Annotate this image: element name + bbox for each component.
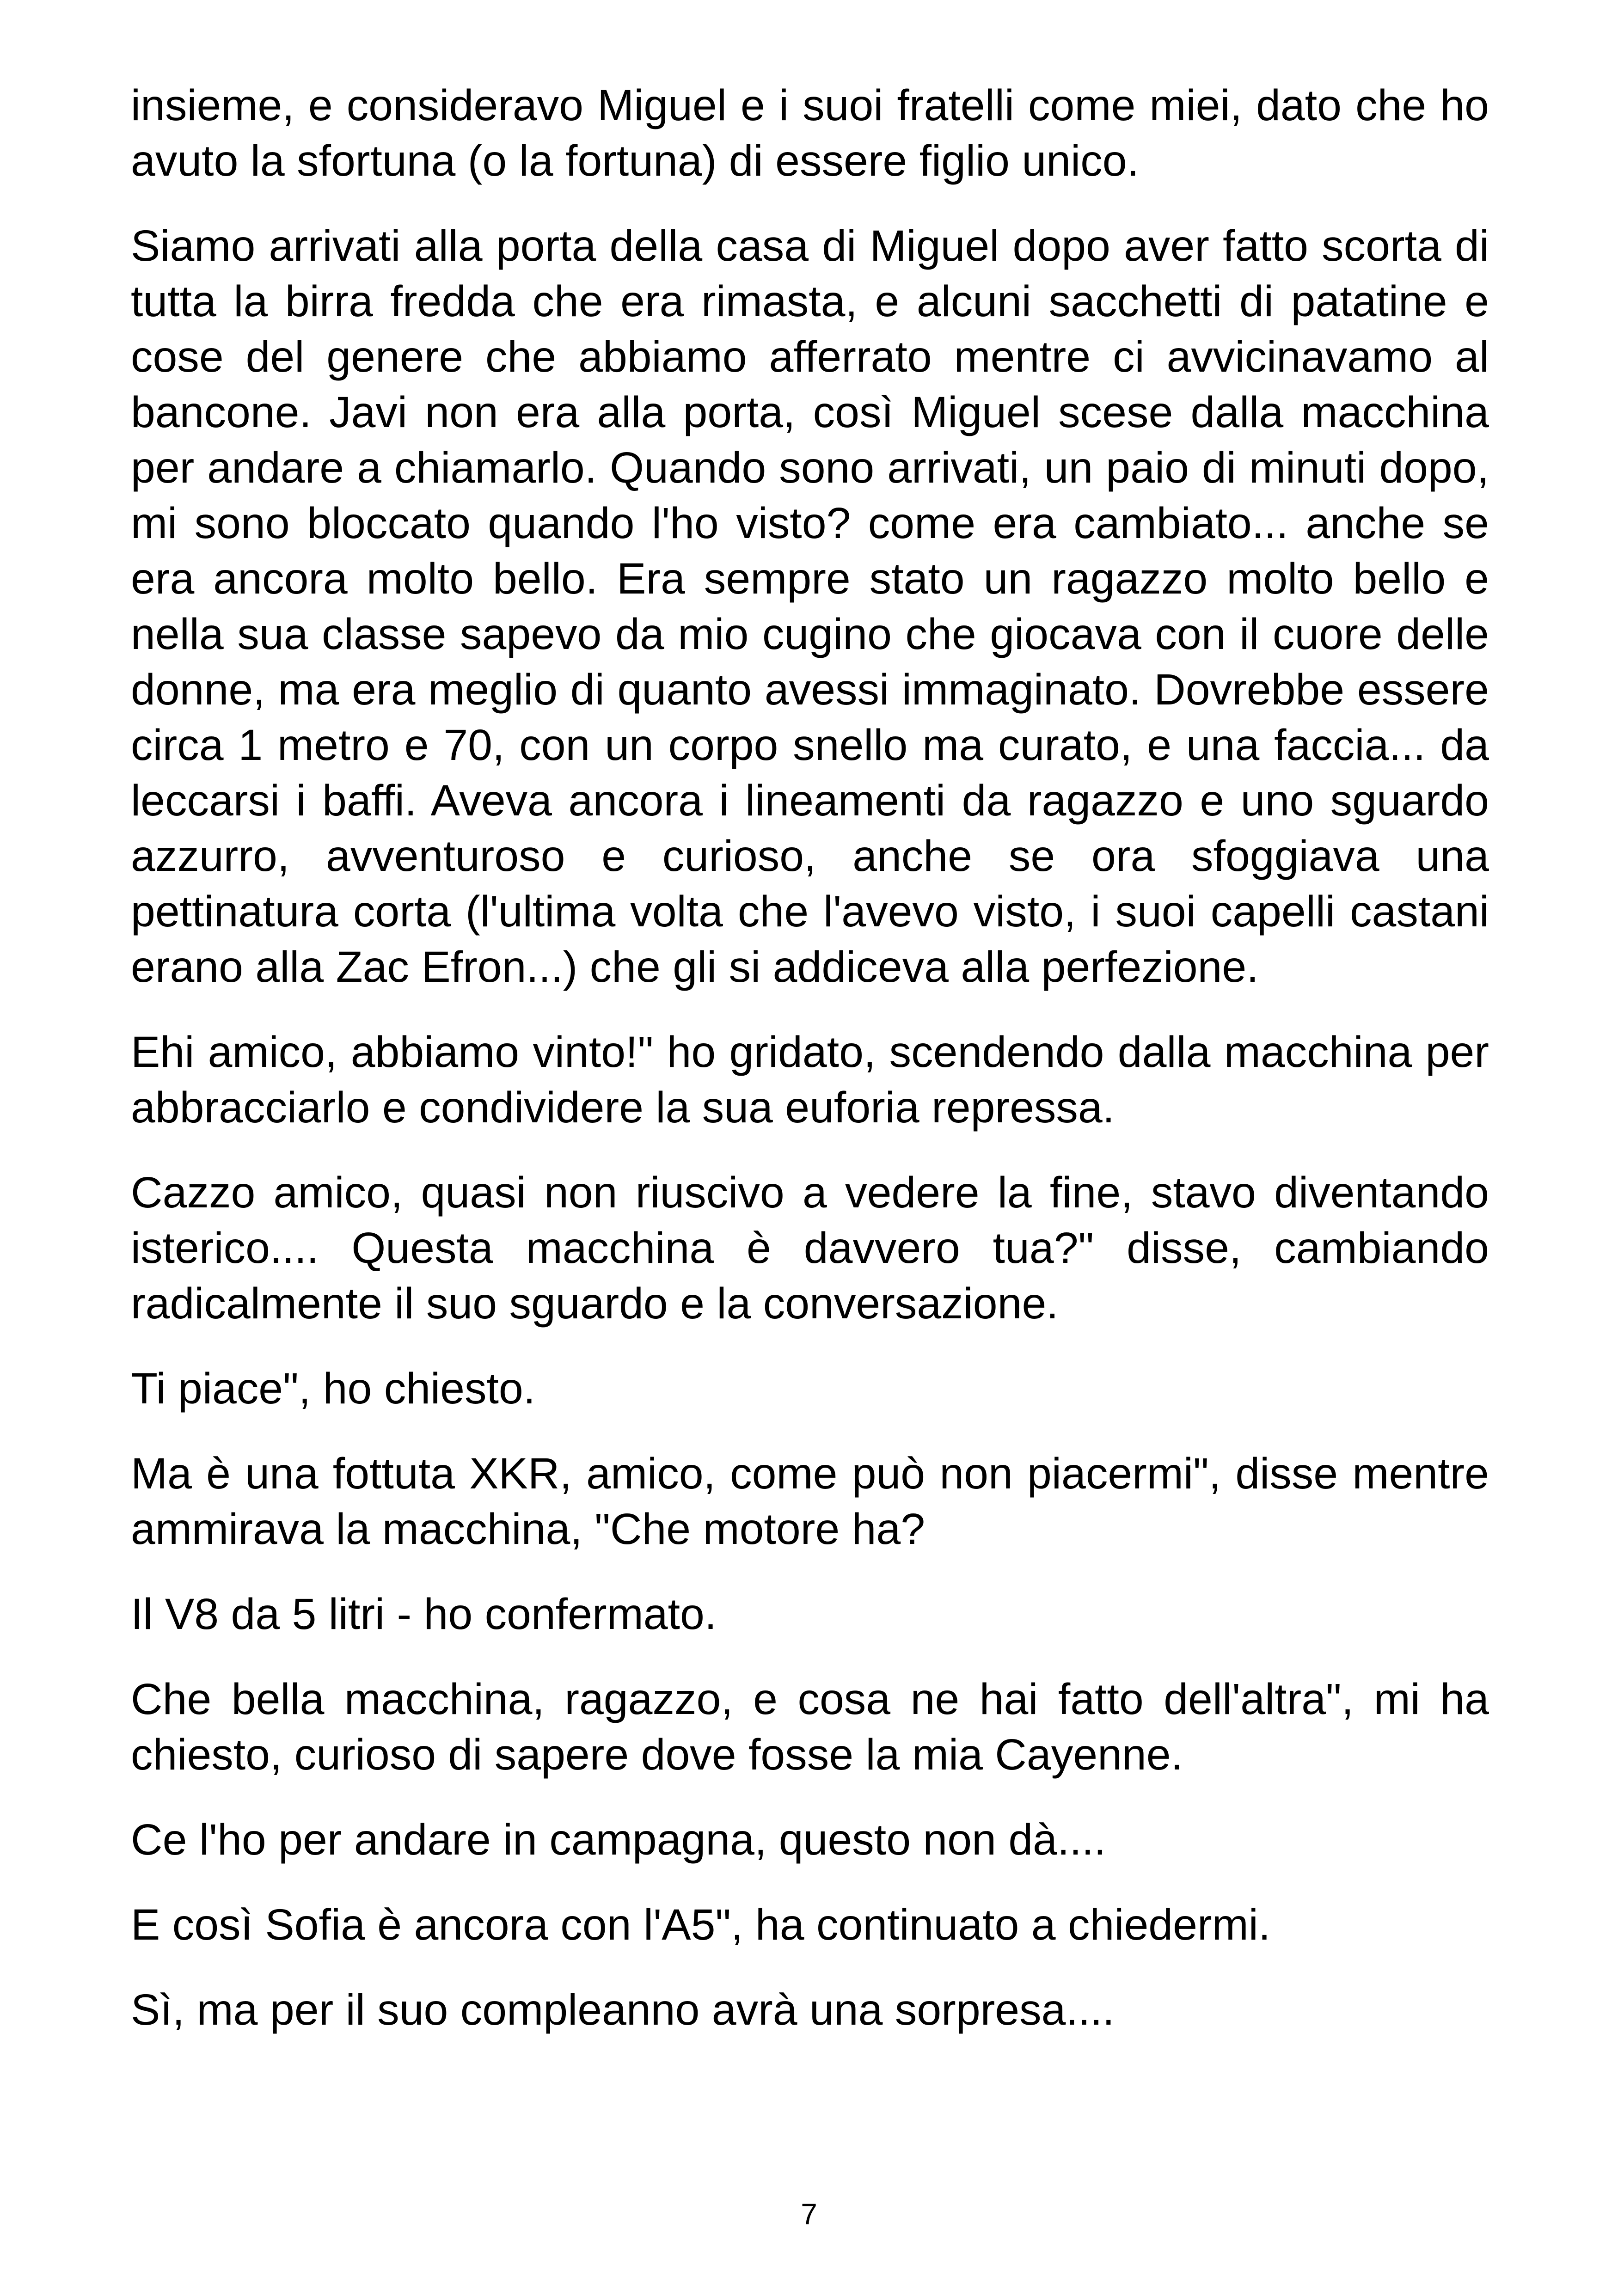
paragraph: insieme, e consideravo Miguel e i suoi fratelli come miei, dato che ho avuto la sfortuna (o la fortuna) di essere figlio unico. (131, 81, 1489, 185)
paragraph: Ma è una fottuta XKR, amico, come può non piacermi", disse mentre ammirava la macchina, "Che motore ha? (131, 1449, 1489, 1554)
paragraph: Cazzo amico, quasi non riuscivo a vedere la fine, stavo diventando isterico.... Questa macchina è davvero tua?" disse, cambiando radicalmente il suo sguardo e la conversazione. (131, 1168, 1489, 1328)
paragraph: Che bella macchina, ragazzo, e cosa ne hai fatto dell'altra", mi ha chiesto, curioso di sapere dove fosse la mia Cayenne. (131, 1675, 1489, 1779)
paragraph: Il V8 da 5 litri - ho confermato. (131, 1590, 717, 1639)
paragraph: Sì, ma per il suo compleanno avrà una sorpresa.... (131, 1985, 1115, 2034)
page-number: 7 (801, 2198, 817, 2231)
paragraph: Ce l'ho per andare in campagna, questo non dà.... (131, 1815, 1106, 1864)
paragraph: Ehi amico, abbiamo vinto!" ho gridato, scendendo dalla macchina per abbracciarlo e condividere la sua euforia repressa. (131, 1028, 1489, 1132)
paragraph: Siamo arrivati alla porta della casa di Miguel dopo aver fatto scorta di tutta la birra fredda che era rimasta, e alcuni sacchetti di patatine e cose del genere che abbiamo afferrato mentre ci avvicinavamo al bancone. Javi non era alla porta, così Miguel scese dalla macchina per andare a chiamarlo. Quando sono arrivati, un paio di minuti dopo, mi sono bloccato quando l'ho visto? come era cambiato... anche se era ancora molto bello. Era sempre stato un ragazzo molto bello e nella sua classe sapevo da mio cugino che giocava con il cuore delle donne, ma era meglio di quanto avessi immaginato. Dovrebbe essere circa 1 metro e 70, con un corpo snello ma curato, e una faccia... da leccarsi i baffi. Aveva ancora i lineamenti da ragazzo e uno sguardo azzurro, avventuroso e curioso, anche se ora sfoggiava una pettinatura corta (l'ultima volta che l'avevo visto, i suoi capelli castani erano alla Zac Efron...) che gli si addiceva alla perfezione. (131, 221, 1489, 992)
paragraph: Ti piace", ho chiesto. (131, 1364, 536, 1413)
body-text (131, 78, 1489, 2067)
paragraph: E così Sofia è ancora con l'A5", ha continuato a chiedermi. (131, 1900, 1271, 1949)
